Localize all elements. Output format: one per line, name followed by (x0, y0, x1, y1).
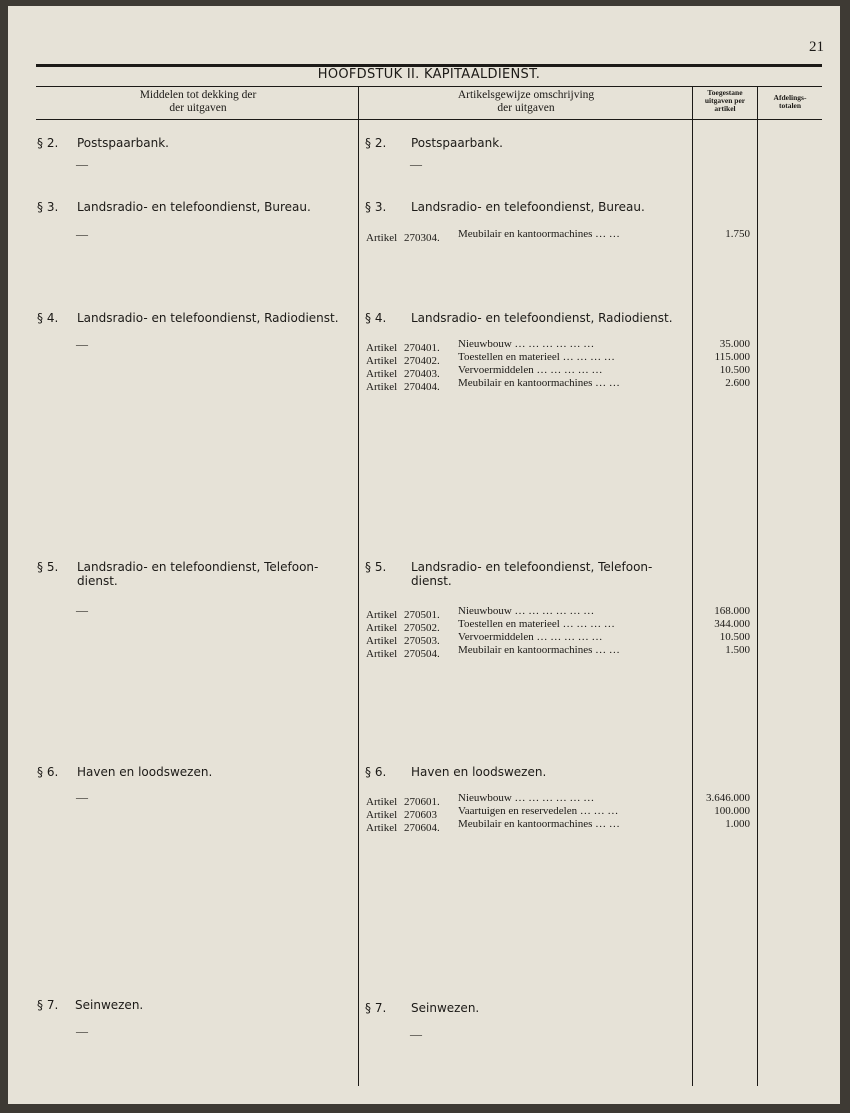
article-label: Artikel (366, 796, 398, 808)
article-amount: 1.750 (725, 228, 750, 240)
column-divider-totals (757, 86, 758, 1086)
section-number: § 6. (37, 765, 59, 779)
column-header-totals: Afdelings- totalen (773, 93, 807, 110)
section-number: § 4. (37, 311, 59, 325)
page-number: 21 (809, 39, 824, 55)
section-number: § 2. (37, 136, 59, 150)
chapter-heading: HOOFDSTUK II. KAPITAALDIENST. (317, 67, 541, 82)
article-code: 270601. (404, 796, 440, 808)
article-amount: 10.500 (719, 631, 750, 643)
article-code: 270604. (404, 822, 440, 834)
header-rule (36, 86, 822, 87)
funding-value: — (76, 227, 88, 241)
section-number: § 3. (365, 200, 387, 214)
section-number: § 7. (37, 998, 59, 1012)
article-description: Toestellen en materieel … … … … (458, 351, 615, 363)
section-number: § 5. (37, 560, 59, 574)
funding-value: — (76, 790, 88, 804)
funding-value: — (76, 603, 88, 617)
article-description: Nieuwbouw … … … … … … (458, 605, 595, 617)
section-title: Landsradio- en telefoondienst, Radiodienst. (77, 311, 339, 325)
funding-value: — (76, 337, 88, 351)
column-header-funding: Middelen tot dekking der der uitgaven (139, 89, 257, 114)
article-row (366, 228, 684, 245)
funding-value: — (76, 1024, 88, 1038)
article-label: Artikel (366, 635, 398, 647)
article-label: Artikel (366, 648, 398, 660)
section-title: Landsradio- en telefoondienst, Bureau. (77, 200, 311, 214)
article-amount: 2.600 (725, 377, 750, 389)
section-title: Postspaarbank. (77, 136, 169, 150)
section-title: Landsradio- en telefoondienst, Radiodienst. (411, 311, 673, 325)
section-number: § 4. (365, 311, 387, 325)
article-code: 270401. (404, 342, 440, 354)
article-amount: 115.000 (714, 351, 750, 363)
article-code: 270603 (404, 809, 437, 821)
article-description: Meubilair en kantoormachines … … (458, 818, 620, 830)
article-label: Artikel (366, 609, 398, 621)
article-code: 270404. (404, 381, 440, 393)
column-header-allowed: Toegestane uitgaven per artikel (704, 88, 746, 113)
article-description: Nieuwbouw … … … … … … (458, 792, 595, 804)
article-label: Artikel (366, 822, 398, 834)
article-row (366, 644, 684, 661)
article-label: Artikel (366, 622, 398, 634)
article-code: 270501. (404, 609, 440, 621)
section-title: Seinwezen. (75, 998, 144, 1012)
section-title: Landsradio- en telefoondienst, Bureau. (411, 200, 645, 214)
article-label: Artikel (366, 368, 398, 380)
section-number: § 5. (365, 560, 387, 574)
article-amount: 168.000 (714, 605, 750, 617)
article-description: Meubilair en kantoormachines … … (458, 644, 620, 656)
article-description: Vervoermiddelen … … … … … (458, 364, 603, 376)
article-description: Toestellen en materieel … … … … (458, 618, 615, 630)
article-label: Artikel (366, 232, 398, 244)
section-number: § 2. (365, 136, 387, 150)
article-description: Nieuwbouw … … … … … … (458, 338, 595, 350)
section-title: Postspaarbank. (411, 136, 503, 150)
article-code: 270402. (404, 355, 440, 367)
article-amount: 100.000 (714, 805, 750, 817)
article-row (366, 818, 684, 835)
article-code: 270504. (404, 648, 440, 660)
article-amount: 10.500 (719, 364, 750, 376)
article-row (366, 377, 684, 394)
article-label: Artikel (366, 355, 398, 367)
article-description: Vervoermiddelen … … … … … (458, 631, 603, 643)
section-title: Landsradio- en telefoondienst, Telefoon- dienst. (411, 560, 653, 588)
article-description: Vaartuigen en reservedelen … … … (458, 805, 619, 817)
article-amount: 1.500 (725, 644, 750, 656)
section-title: Seinwezen. (411, 1001, 480, 1015)
section-number: § 7. (365, 1001, 387, 1015)
article-code: 270304. (404, 232, 440, 244)
article-description: Meubilair en kantoormachines … … (458, 228, 620, 240)
column-divider-middle (358, 86, 359, 1086)
section-title: Landsradio- en telefoondienst, Telefoon- dienst. (77, 560, 319, 588)
article-amount: 344.000 (714, 618, 750, 630)
article-label: Artikel (366, 342, 398, 354)
document-page (8, 6, 840, 1104)
section-number: § 3. (37, 200, 59, 214)
article-code: 270502. (404, 622, 440, 634)
article-label: Artikel (366, 381, 398, 393)
description-value: — (410, 157, 422, 171)
section-number: § 6. (365, 765, 387, 779)
article-amount: 35.000 (719, 338, 750, 350)
article-label: Artikel (366, 809, 398, 821)
section-title: Haven en loodswezen. (77, 765, 213, 779)
funding-value: — (76, 157, 88, 171)
article-code: 270403. (404, 368, 440, 380)
article-code: 270503. (404, 635, 440, 647)
section-title: Haven en loodswezen. (411, 765, 547, 779)
header-bottom-rule (36, 119, 822, 120)
article-amount: 1.000 (725, 818, 750, 830)
column-header-description: Artikelsgewijze omschrijving der uitgaven (457, 89, 595, 114)
description-value: — (410, 1027, 422, 1041)
article-description: Meubilair en kantoormachines … … (458, 377, 620, 389)
article-amount: 3.646.000 (706, 792, 750, 804)
